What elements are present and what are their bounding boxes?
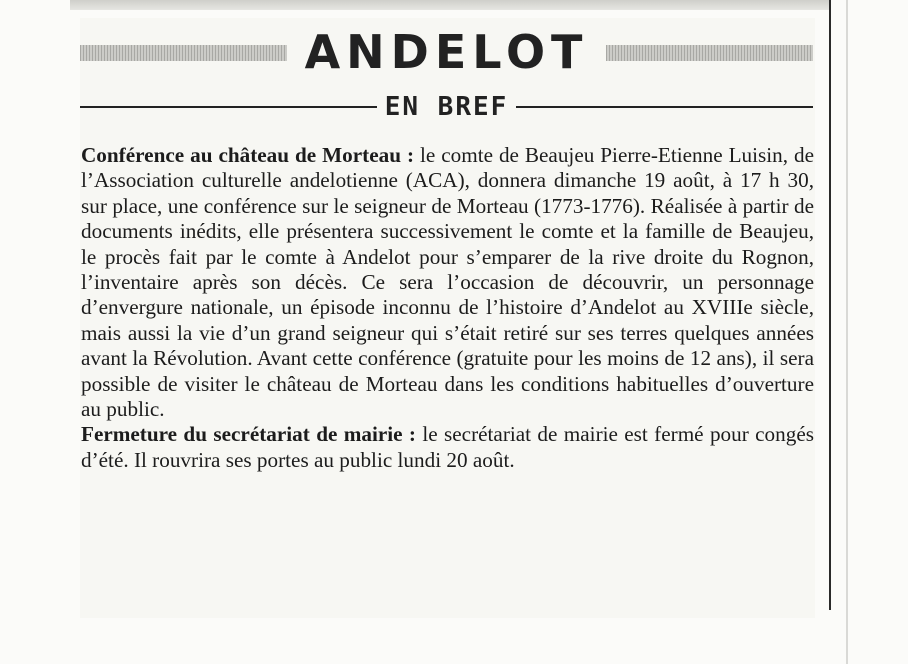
news-item-text: le secrétariat de mairie est fermé pour congés d’été. Il rouvrira ses portes au public lundi 20 août. <box>81 422 814 472</box>
town-title: ANDELOT <box>304 25 589 79</box>
header-hatch-left <box>80 45 287 61</box>
header-hatch-right <box>606 45 813 61</box>
paper-edge <box>846 0 848 664</box>
news-item <box>81 143 814 422</box>
section-label: EN BREF <box>384 92 509 122</box>
subheader-rule-right <box>516 106 813 108</box>
column-rule <box>829 0 831 610</box>
section-header <box>80 25 813 79</box>
section-subheader <box>80 94 813 120</box>
news-item-heading: Conférence au château de Morteau : <box>81 143 415 167</box>
news-item-heading: Fermeture du secrétariat de mairie : <box>81 422 416 447</box>
page-top-strip <box>70 0 830 10</box>
news-item <box>81 422 814 473</box>
subheader-rule-left <box>80 106 377 108</box>
article-body <box>81 143 814 473</box>
news-item-text: le comte de Beaujeu Pierre-Etienne Luisin, de l’Association culturelle andelotienne (ACA), donnera dimanche 19 août, à 17 h 30, sur place, une conférence sur le seigneur de Morteau (1773-1776). Réalisée à partir de documents inédits, elle présentera successivement le comte et la famille de Beaujeu, le procès fait par le comte à Andelot pour s’emparer de la rive droite du Rognon, l’inventaire après son décès. Ce sera l’occasion de découvrir, un personnage d’envergure nationale, un épisode inconnu de l’histoire d’Andelot au XVIIIe siècle, mais aussi la vie d’un grand seigneur qui s’était retiré sur ses terres quelques années avant la Révolution. Avant cette conférence (gratuite pour les moins de 12 ans), il sera possible de visiter le château de Morteau dans les conditions habituelles d’ouverture au public. <box>81 143 814 422</box>
